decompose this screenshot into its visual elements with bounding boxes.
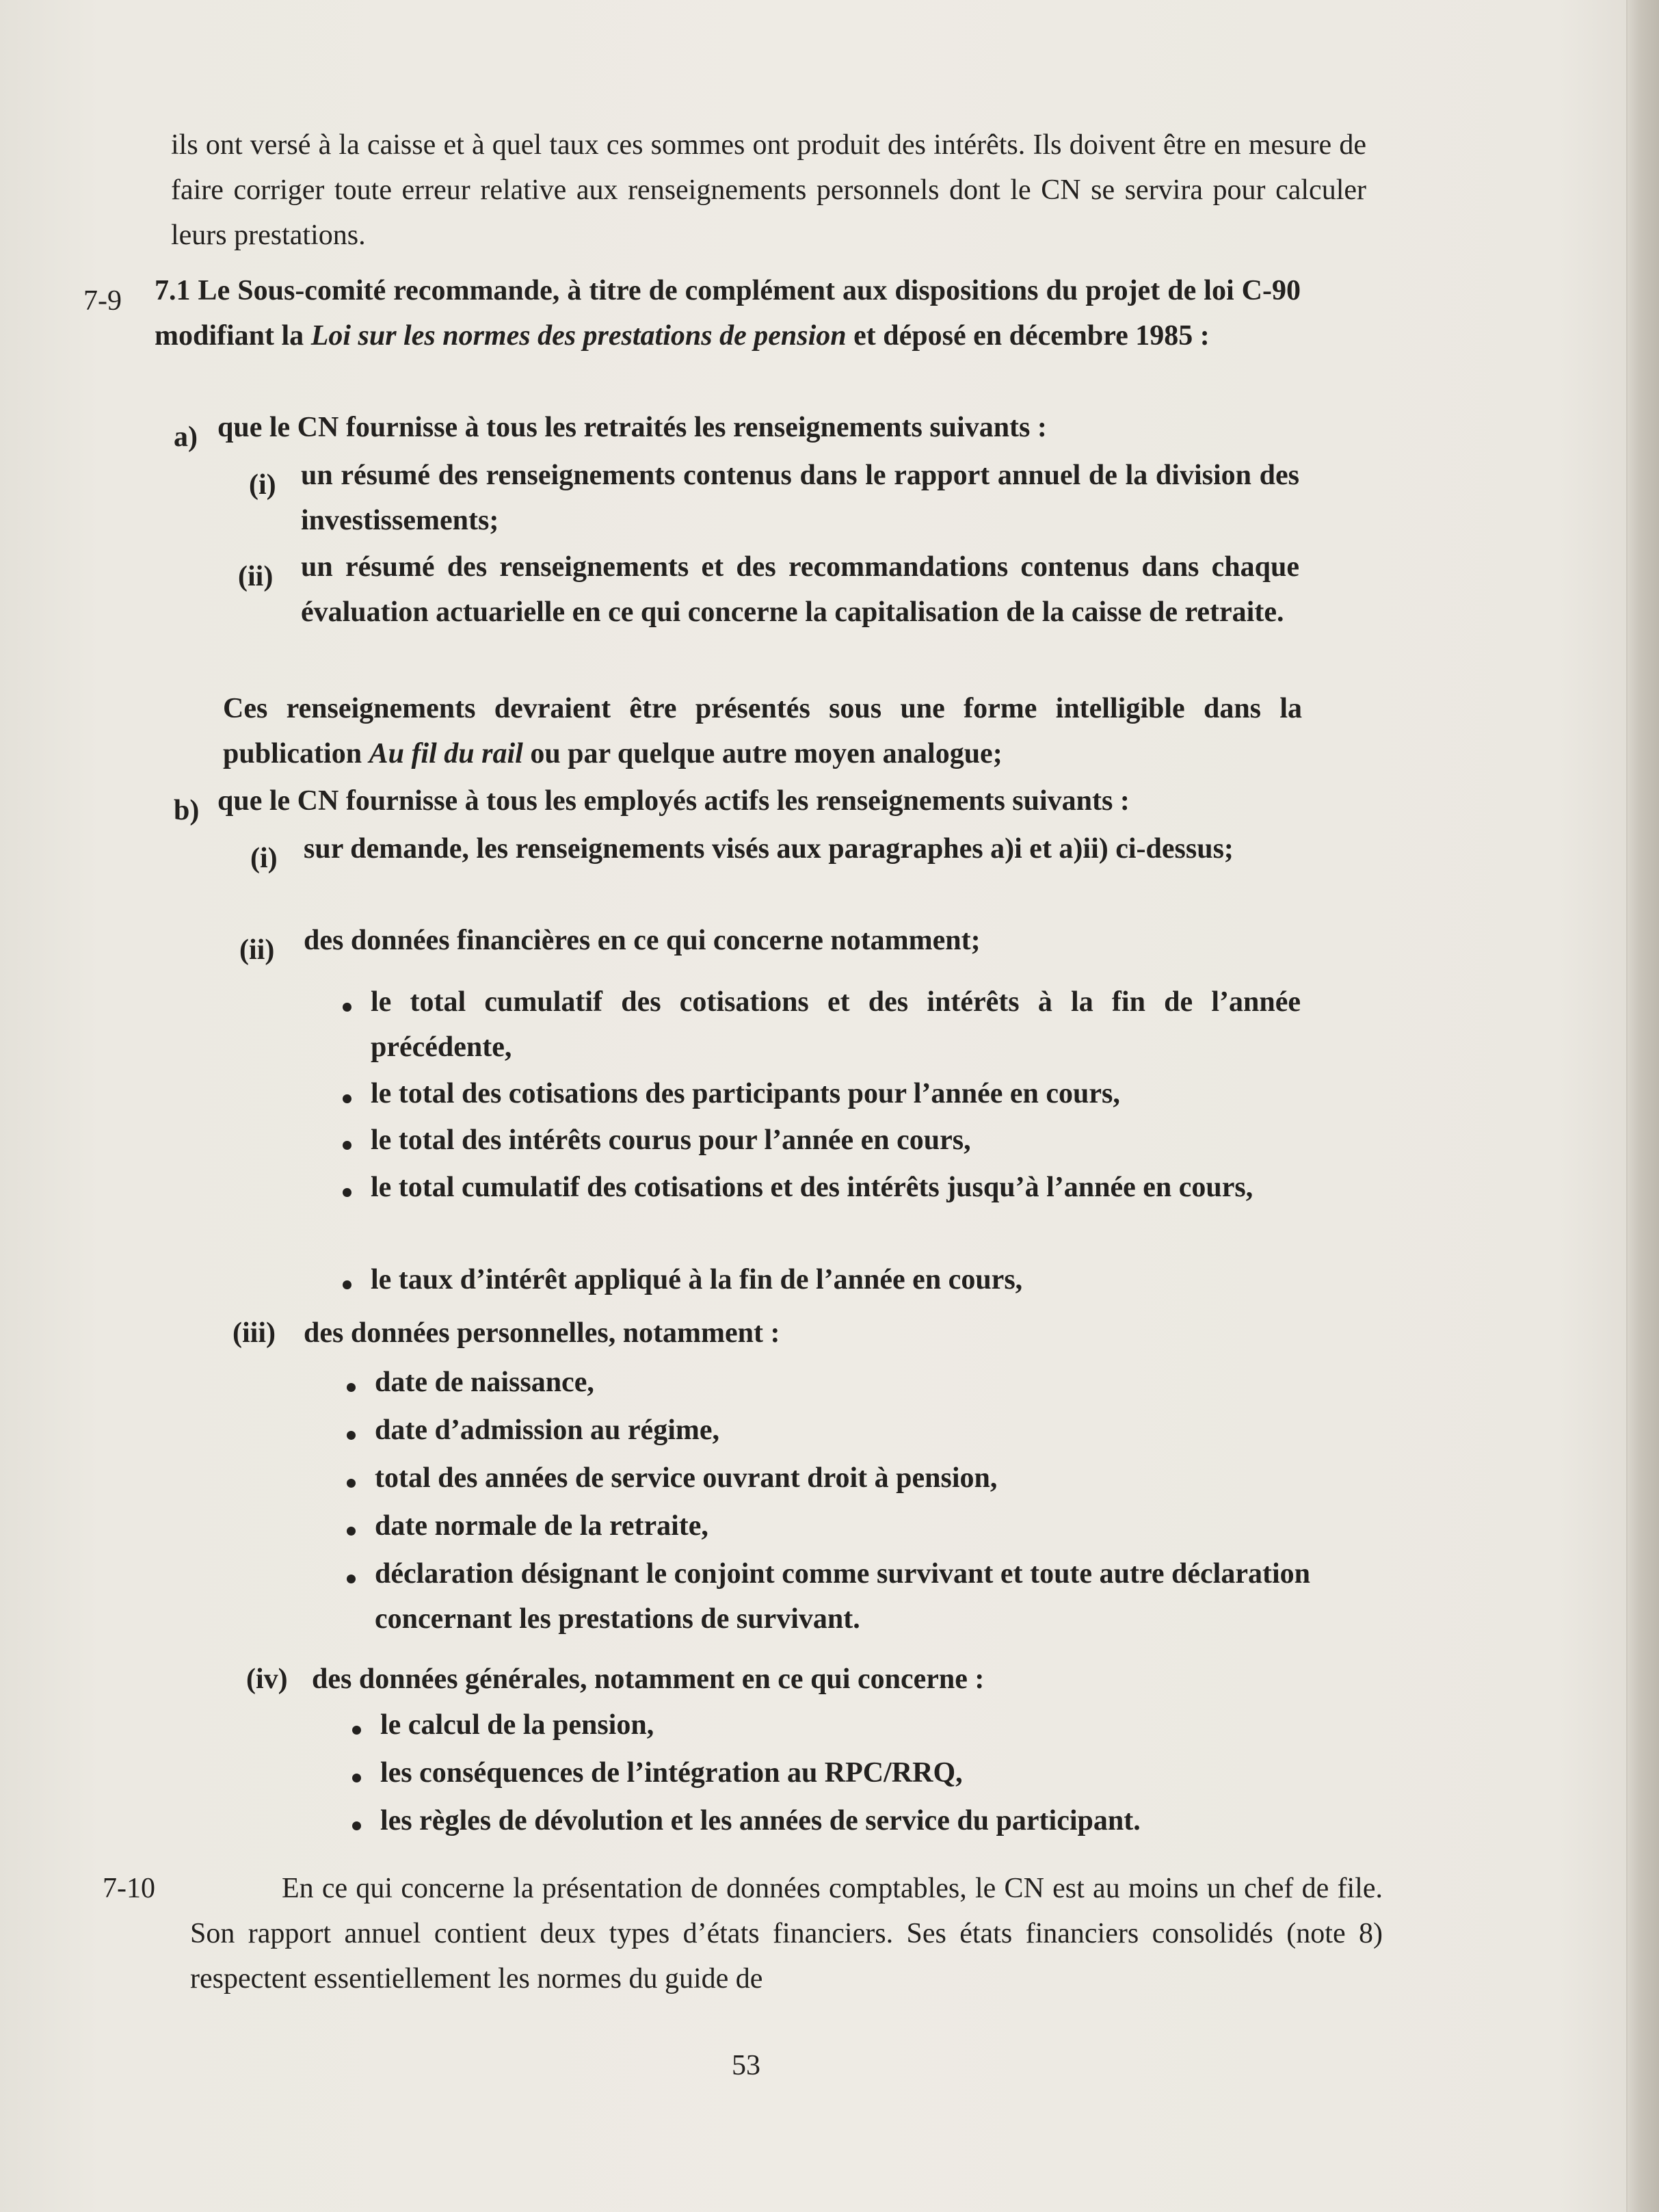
intro-paragraph: ils ont versé à la caisse et à quel taux ces sommes ont produit des intérêts. Ils doivent être en mesure de faire corriger toute erreur relative aux renseignements personnels dont le CN se servira pour calculer leurs prestations. <box>171 129 1366 251</box>
recommendation-intro-end: et déposé en décembre 1985 : <box>846 320 1210 352</box>
bullet-icon <box>352 1774 361 1782</box>
item-b-ii-label: (ii) <box>239 934 275 966</box>
item-a-text: que le CN fournisse à tous les retraités les renseignements suivants : <box>217 412 1047 443</box>
section-number-7-9: 7-9 <box>83 285 122 317</box>
bullet-icon <box>343 1141 351 1150</box>
item-b-ii-text: des données financières en ce qui concerne notamment; <box>304 925 981 956</box>
item-a-note <box>223 686 1302 776</box>
item-b-i-label: (i) <box>250 843 278 874</box>
bullet-item: les règles de dévolution et les années de service du participant. <box>380 1805 1141 1836</box>
section-number-7-10: 7-10 <box>103 1873 155 1904</box>
item-b-label: b) <box>174 795 200 826</box>
item-a-label: a) <box>174 421 198 453</box>
item-b-iv-text: des données générales, notamment en ce qui concerne : <box>312 1663 985 1695</box>
bullet-icon <box>347 1527 356 1536</box>
bullet-item: date de naissance, <box>375 1367 594 1398</box>
bullet-icon <box>352 1726 361 1735</box>
bullet-icon <box>343 1280 351 1289</box>
bullet-icon <box>343 1094 351 1103</box>
item-a-ii-text: un résumé des renseignements et des recommandations contenus dans chaque évaluation actuarielle en ce qui concerne la capitalisation de la caisse de retraite. <box>301 551 1299 628</box>
paragraph-7-10: En ce qui concerne la présentation de données comptables, le CN est au moins un chef de file. Son rapport annuel contient deux types d’états financiers. Ses états financiers consolidés (note 8) respectent essentiellement les normes du guide de <box>190 1873 1383 1994</box>
item-b-iii-label: (iii) <box>233 1317 276 1349</box>
item-a-i-label: (i) <box>249 469 276 501</box>
bullet-item: le taux d’intérêt appliqué à la fin de l’année en cours, <box>371 1264 1023 1295</box>
law-title: Loi sur les normes des prestations de pension <box>310 320 847 352</box>
bullet-item: le total des cotisations des participants pour l’année en cours, <box>371 1078 1120 1109</box>
bullet-item: le total cumulatif des cotisations et des intérêts à la fin de l’année précédente, <box>371 986 1301 1063</box>
item-a-note-start: Ces renseignements devraient être présentés sous une forme intelligible dans la publication <box>223 693 1302 769</box>
item-a-ii-label: (ii) <box>238 561 274 592</box>
bullet-icon <box>347 1431 356 1440</box>
bullet-icon <box>347 1575 356 1583</box>
item-a-i-text: un résumé des renseignements contenus dans le rapport annuel de la division des investissements; <box>301 460 1299 536</box>
bullet-icon <box>352 1821 361 1830</box>
item-b-i-text: sur demande, les renseignements visés aux paragraphes a)i et a)ii) ci-dessus; <box>304 833 1234 865</box>
bullet-icon <box>343 1003 351 1012</box>
bullet-icon <box>347 1383 356 1392</box>
bullet-item: le total cumulatif des cotisations et des intérêts jusqu’à l’année en cours, <box>371 1172 1253 1203</box>
bullet-item: total des années de service ouvrant droit à pension, <box>375 1462 998 1494</box>
item-b-iv-label: (iv) <box>246 1663 288 1695</box>
page-number: 53 <box>732 2050 760 2081</box>
bullet-item: date d’admission au régime, <box>375 1414 719 1446</box>
recommendation-7-1 <box>155 268 1301 358</box>
publication-title: Au fil du rail <box>369 738 523 769</box>
page-edge <box>1626 0 1659 2212</box>
bullet-item: le calcul de la pension, <box>380 1709 654 1741</box>
recommendation-intro: 7.1 Le Sous-comité recommande, à titre de complément aux dispositions du projet de loi C-90 modifiant la <box>155 275 1301 352</box>
bullet-icon <box>347 1479 356 1488</box>
bullet-item: date normale de la retraite, <box>375 1510 708 1542</box>
bullet-item: le total des intérêts courus pour l’année en cours, <box>371 1124 971 1156</box>
item-b-text: que le CN fournisse à tous les employés actifs les renseignements suivants : <box>217 785 1130 817</box>
bullet-item: les conséquences de l’intégration au RPC/RRQ, <box>380 1757 963 1789</box>
item-b-iii-text: des données personnelles, notamment : <box>304 1317 780 1349</box>
bullet-icon <box>343 1188 351 1197</box>
item-a-note-end: ou par quelque autre moyen analogue; <box>522 738 1003 769</box>
bullet-item: déclaration désignant le conjoint comme survivant et toute autre déclaration concernant les prestations de survivant. <box>375 1558 1310 1635</box>
